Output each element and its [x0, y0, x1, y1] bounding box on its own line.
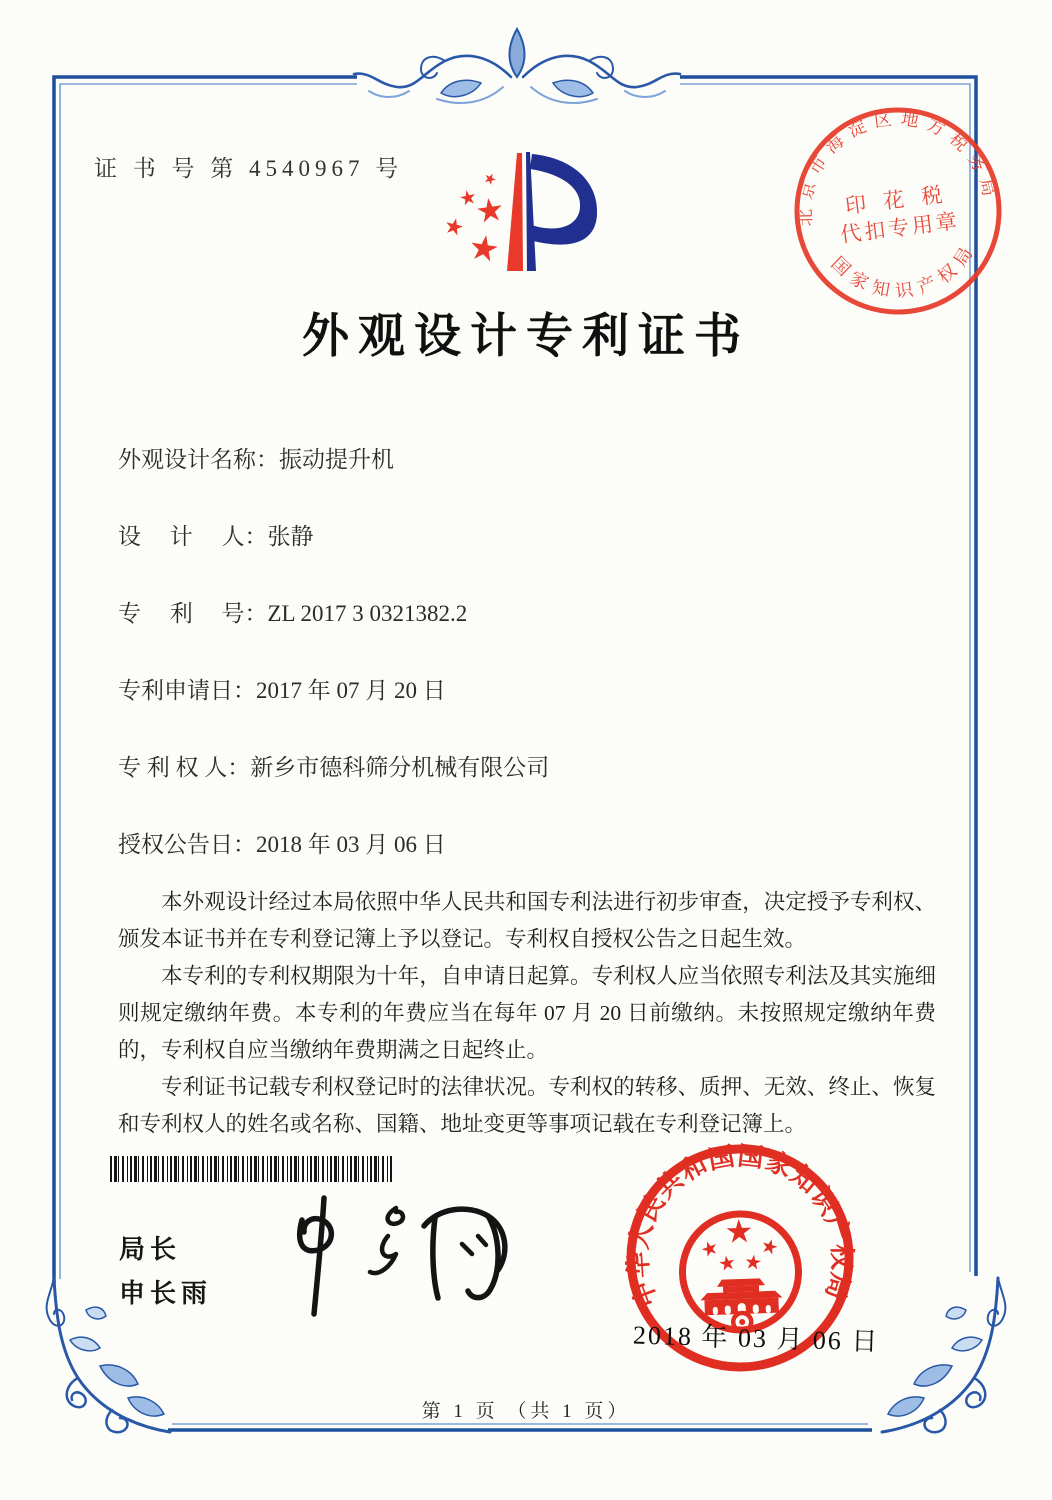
field-list	[118, 441, 946, 903]
field-label: 设 计 人：	[118, 524, 268, 549]
field-label: 外观设计名称：	[118, 447, 279, 472]
tax-stamp	[783, 96, 1013, 326]
logo-blue-stem	[526, 152, 536, 271]
legal-text	[118, 884, 936, 1143]
field-value: 新乡市德科筛分机械有限公司	[250, 755, 550, 780]
field-grant-date	[118, 826, 946, 856]
tax-stamp-line2: 代扣专用章	[839, 208, 962, 248]
field-filing-date	[118, 672, 946, 702]
field-design-name	[118, 441, 946, 471]
handwritten-signature	[272, 1192, 537, 1322]
logo-stars	[444, 171, 504, 262]
logo-red-wedge	[507, 153, 523, 271]
tax-stamp-line1: 印 花 税	[843, 181, 950, 219]
issue-date: 2018 年 03 月 06 日	[632, 1320, 880, 1357]
paragraph-register: 专利证书记载专利权登记时的法律状况。专利权的转移、质押、无效、终止、恢复和专利权人的姓名或名称、国籍、地址变更等事项记载在专利登记簿上。	[118, 1075, 936, 1136]
certificate-title: 外观设计专利证书	[302, 311, 750, 363]
field-patentee	[118, 749, 946, 779]
tax-stamp-arc-top: 北京市海淀区地方税务局	[794, 108, 1002, 227]
field-label: 授权公告日：	[118, 832, 256, 857]
top-ornament	[354, 29, 680, 103]
field-label: 专 利 权 人：	[118, 755, 251, 780]
field-value: 振动提升机	[279, 447, 394, 472]
tax-stamp-arc-bottom: 国家知识产权局	[827, 238, 981, 302]
page-number: 第 1 页 （共 1 页）	[421, 1401, 631, 1422]
field-patent-number	[118, 595, 946, 625]
field-value: 张静	[267, 524, 314, 549]
certificate-number: 证 书 号 第 4540967 号	[94, 156, 404, 181]
field-value: 2018 年 03 月 06 日	[256, 832, 446, 857]
national-emblem-icon	[680, 1212, 800, 1333]
office-seal-arc-text: 中华人民共和国国家知识产权局	[623, 1141, 857, 1312]
cnipa-logo	[428, 128, 640, 298]
officer-name: 申长雨	[119, 1278, 213, 1308]
field-label: 专 利 号：	[118, 601, 268, 626]
officer-title: 局长	[119, 1234, 182, 1264]
paragraph-term: 本专利的专利权期限为十年，自申请日起算。专利权人应当依照专利法及其实施细则规定缴纳年费。本专利的年费应当在每年 07 月 20 日前缴纳。未按照规定缴纳年费的，专利权自应当缴纳年费期满之日起终止。	[118, 964, 936, 1062]
field-designer	[118, 518, 946, 548]
paragraph-grant: 本外观设计经过本局依照中华人民共和国专利法进行初步审查，决定授予专利权、颁发本证书并在专利登记簿上予以登记。专利权自授权公告之日起生效。	[118, 890, 936, 951]
field-value: ZL 2017 3 0321382.2	[267, 601, 468, 626]
field-label: 专利申请日：	[118, 678, 256, 703]
logo-blue-bowl	[530, 154, 597, 245]
barcode	[110, 1156, 393, 1182]
field-value: 2017 年 07 月 20 日	[256, 678, 446, 703]
